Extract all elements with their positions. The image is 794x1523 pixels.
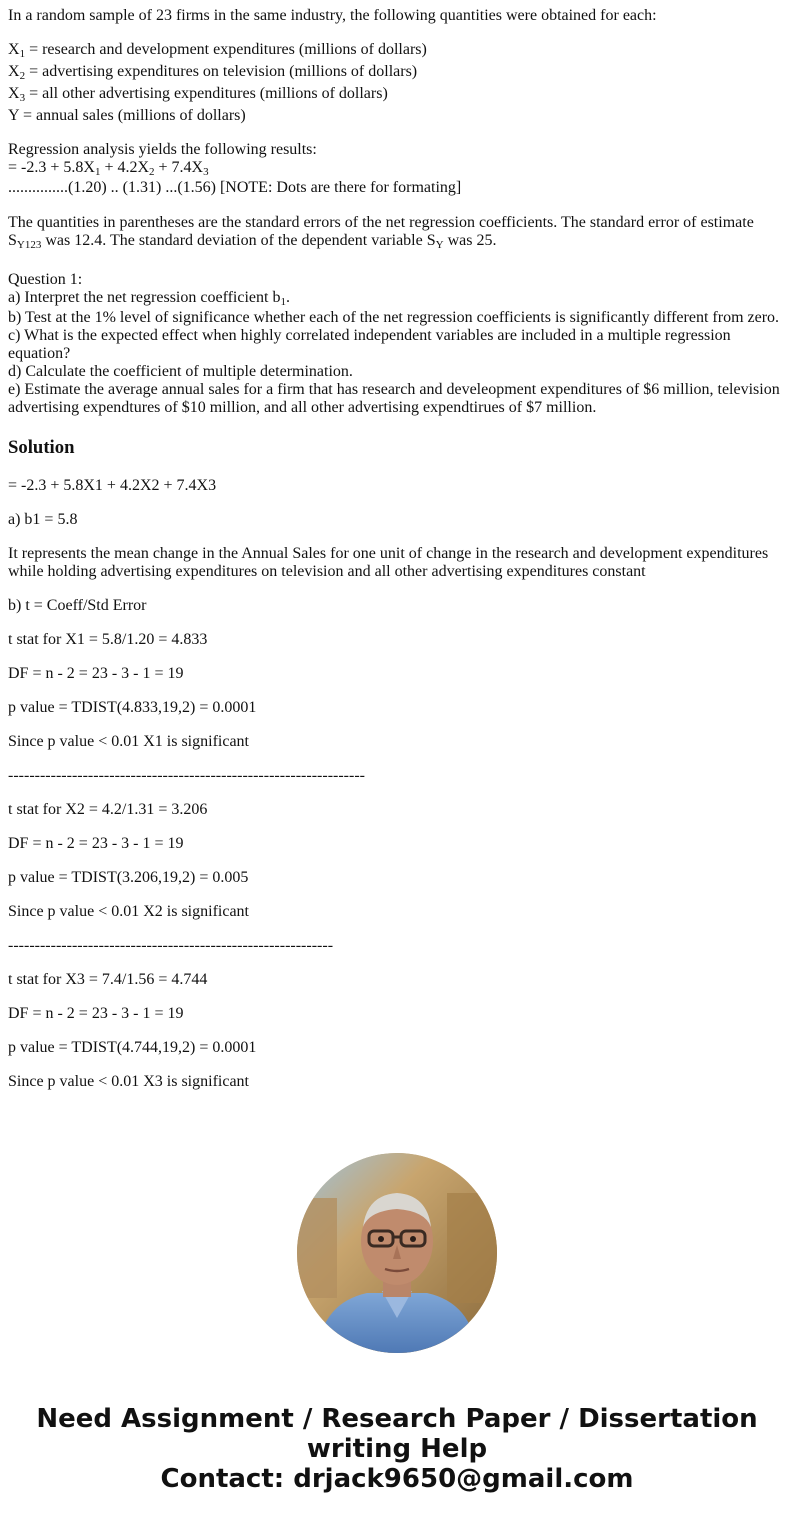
promo-banner <box>0 1404 794 1494</box>
solution-heading: Solution <box>8 437 75 458</box>
question-a: a) Interpret the net regression coefficient $b_1$. <box>8 289 290 308</box>
solution-line: p value = TDIST(4.833,19,2) = 0.0001 <box>8 699 257 716</box>
avatar-portrait <box>297 1153 497 1353</box>
variable-x1: $X_1$ = research and development expenditures (millions of dollars) <box>8 41 427 60</box>
standard-errors-line: ...............(1.20) .. (1.31) ...(1.56) [NOTE: Dots are there for formating] <box>8 179 462 196</box>
question-title: Question 1: <box>8 271 83 288</box>
divider-line: ------------------------------------------------------------- <box>8 937 334 954</box>
regression-equation: = $-2.3 + 5.8X_1 + 4.2X_2 + 7.4X_3$ <box>8 159 209 178</box>
solution-line: t stat for X2 = 4.2/1.31 = 3.206 <box>8 801 208 818</box>
solution-line: p value = TDIST(3.206,19,2) = 0.005 <box>8 869 249 886</box>
solution-line: Since p value < 0.01 X3 is significant <box>8 1073 249 1090</box>
variable-definitions <box>8 39 786 127</box>
solution-line: Since p value < 0.01 X1 is significant <box>8 733 249 750</box>
solution-line: DF = n - 2 = 23 - 3 - 1 = 19 <box>8 1005 184 1022</box>
document-page <box>8 7 786 1091</box>
intro-text: In a random sample of 23 firms in the same industry, the following quantities were obtained for each: <box>8 7 657 24</box>
solution-line: b) t = Coeff/Std Error <box>8 597 147 614</box>
solution-line: DF = n - 2 = 23 - 3 - 1 = 19 <box>8 835 184 852</box>
variable-x3: $X_3$ = all other advertising expenditures (millions of dollars) <box>8 85 388 104</box>
solution-line: t stat for X3 = 7.4/1.56 = 4.744 <box>8 971 208 988</box>
solution-line: It represents the mean change in the Annual Sales for one unit of change in the research and development expenditures while holding advertising expenditures on television and all other advertising expenditures constant <box>8 545 769 580</box>
solution-line: a) b1 = 5.8 <box>8 511 78 528</box>
question-b: b) Test at the 1% level of significance whether each of the net regression coefficients is significantly different from zero. <box>8 309 780 326</box>
avatar <box>297 1153 497 1353</box>
promo-line-2: writing Help <box>306 1434 488 1464</box>
variable-y: Y = annual sales (millions of dollars) <box>8 107 246 124</box>
solution-line: p value = TDIST(4.744,19,2) = 0.0001 <box>8 1039 257 1056</box>
promo-line-1: Need Assignment / Research Paper / Dissertation <box>36 1404 758 1434</box>
question-e: e) Estimate the average annual sales for a firm that has research and develeopment expenditures of $6 million, television advertising expendtures of $10 million, and all other advertising expendtirues of $7 million. <box>8 381 780 416</box>
promo-contact: Contact: drjack9650@gmail.com <box>160 1464 634 1494</box>
question-d: d) Calculate the coefficient of multiple determination. <box>8 363 353 380</box>
regression-results <box>8 141 786 197</box>
solution-body <box>8 477 786 1091</box>
variable-x2: $X_2$ = advertising expenditures on television (millions of dollars) <box>8 63 418 82</box>
solution-equation: = -2.3 + 5.8X1 + 4.2X2 + 7.4X3 <box>8 477 217 494</box>
question-block <box>8 271 786 417</box>
solution-line: Since p value < 0.01 X2 is significant <box>8 903 249 920</box>
solution-line: t stat for X1 = 5.8/1.20 = 4.833 <box>8 631 208 648</box>
solution-line: DF = n - 2 = 23 - 3 - 1 = 19 <box>8 665 184 682</box>
divider-line: ------------------------------------------------------------------- <box>8 767 365 784</box>
question-c: c) What is the expected effect when highly correlated independent variables are included in a multiple regression equation? <box>8 327 731 362</box>
regression-intro: Regression analysis yields the following results: <box>8 141 317 158</box>
standard-error-note: The quantities in parentheses are the standard errors of the net regression coefficients. The standard error of estimate $S_{Y123}$ was 12.4. The standard deviation of the dependent variable $S_Y$ was 25. <box>8 214 754 251</box>
